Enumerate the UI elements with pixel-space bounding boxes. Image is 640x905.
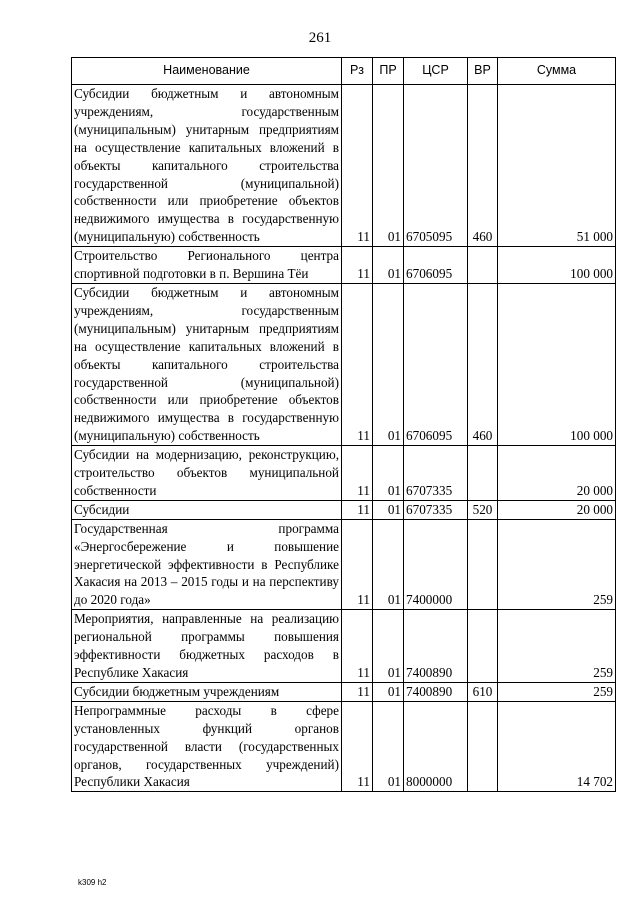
- header-vr: ВР: [468, 58, 498, 85]
- row-csr: 6706095: [404, 283, 468, 445]
- row-vr: [468, 247, 498, 284]
- row-vr: 610: [468, 682, 498, 701]
- row-name: Мероприятия, направленные на реализацию региональной программы повышения эффективности бюджетных расходов в Республике Хакасия: [72, 610, 342, 683]
- row-rz: 11: [342, 500, 373, 519]
- row-csr: 6707335: [404, 446, 468, 501]
- row-pr: 01: [373, 85, 404, 247]
- table-header-row: [72, 58, 616, 85]
- header-csr: ЦСР: [404, 58, 468, 85]
- table-row: [72, 701, 616, 792]
- row-pr: 01: [373, 519, 404, 610]
- header-name: Наименование: [72, 58, 342, 85]
- row-csr: 6706095: [404, 247, 468, 284]
- row-vr: 460: [468, 283, 498, 445]
- row-name: Субсидии бюджетным и автономным учреждениям, государственным (муниципальным) унитарным предприятиям на осуществление капитальных вложений в объекты капитального строительства государственной (муниципальной) собственности или приобретение объектов недвижимого имущества в государственную (муниципальную) собственность: [72, 283, 342, 445]
- row-name: Государственная программа «Энергосбережение и повышение энергетической эффективности в Республике Хакасия на 2013 – 2015 годы и на перспективу до 2020 года»: [72, 519, 342, 610]
- row-name: Субсидии бюджетным и автономным учреждениям, государственным (муниципальным) унитарным предприятиям на осуществление капитальных вложений в объекты капитального строительства государственной (муниципальной) собственности или приобретение объектов недвижимого имущества в государственную (муниципальную) собственность: [72, 85, 342, 247]
- row-sum: 20 000: [498, 500, 616, 519]
- table-row: [72, 500, 616, 519]
- table-row: [72, 610, 616, 683]
- row-name: Строительство Регионального центра спортивной подготовки в п. Вершина Тёи: [72, 247, 342, 284]
- row-rz: 11: [342, 85, 373, 247]
- table-row: [72, 283, 616, 445]
- row-sum: 259: [498, 610, 616, 683]
- row-csr: 7400890: [404, 682, 468, 701]
- row-name: Субсидии бюджетным учреждениям: [72, 682, 342, 701]
- row-rz: 11: [342, 519, 373, 610]
- row-sum: 20 000: [498, 446, 616, 501]
- table-row: [72, 247, 616, 284]
- footer-code: k309 h2: [78, 878, 107, 887]
- row-name: Субсидии: [72, 500, 342, 519]
- row-csr: 6707335: [404, 500, 468, 519]
- row-name: Субсидии на модернизацию, реконструкцию, строительство объектов муниципальной собственности: [72, 446, 342, 501]
- row-sum: 14 702: [498, 701, 616, 792]
- table-row: [72, 519, 616, 610]
- row-rz: 11: [342, 446, 373, 501]
- row-rz: 11: [342, 682, 373, 701]
- row-pr: 01: [373, 446, 404, 501]
- row-pr: 01: [373, 701, 404, 792]
- row-csr: 8000000: [404, 701, 468, 792]
- row-sum: 259: [498, 519, 616, 610]
- header-pr: ПР: [373, 58, 404, 85]
- row-pr: 01: [373, 610, 404, 683]
- row-name: Непрограммные расходы в сфере установленных функций органов государственной власти (государственных органов, государственных учреждений) Республики Хакасия: [72, 701, 342, 792]
- row-csr: 6705095: [404, 85, 468, 247]
- row-rz: 11: [342, 610, 373, 683]
- header-rz: Рз: [342, 58, 373, 85]
- row-rz: 11: [342, 247, 373, 284]
- row-vr: [468, 610, 498, 683]
- row-pr: 01: [373, 283, 404, 445]
- row-vr: 460: [468, 85, 498, 247]
- row-vr: [468, 519, 498, 610]
- table-row: [72, 446, 616, 501]
- table-row: [72, 682, 616, 701]
- budget-table: [71, 57, 616, 792]
- row-rz: 11: [342, 701, 373, 792]
- row-csr: 7400000: [404, 519, 468, 610]
- row-vr: [468, 701, 498, 792]
- row-sum: 100 000: [498, 283, 616, 445]
- row-sum: 51 000: [498, 85, 616, 247]
- page-number: 261: [308, 30, 332, 46]
- row-sum: 100 000: [498, 247, 616, 284]
- row-csr: 7400890: [404, 610, 468, 683]
- row-sum: 259: [498, 682, 616, 701]
- row-pr: 01: [373, 247, 404, 284]
- row-rz: 11: [342, 283, 373, 445]
- row-vr: [468, 446, 498, 501]
- row-pr: 01: [373, 682, 404, 701]
- header-sum: Сумма: [498, 58, 616, 85]
- row-vr: 520: [468, 500, 498, 519]
- row-pr: 01: [373, 500, 404, 519]
- table-row: [72, 85, 616, 247]
